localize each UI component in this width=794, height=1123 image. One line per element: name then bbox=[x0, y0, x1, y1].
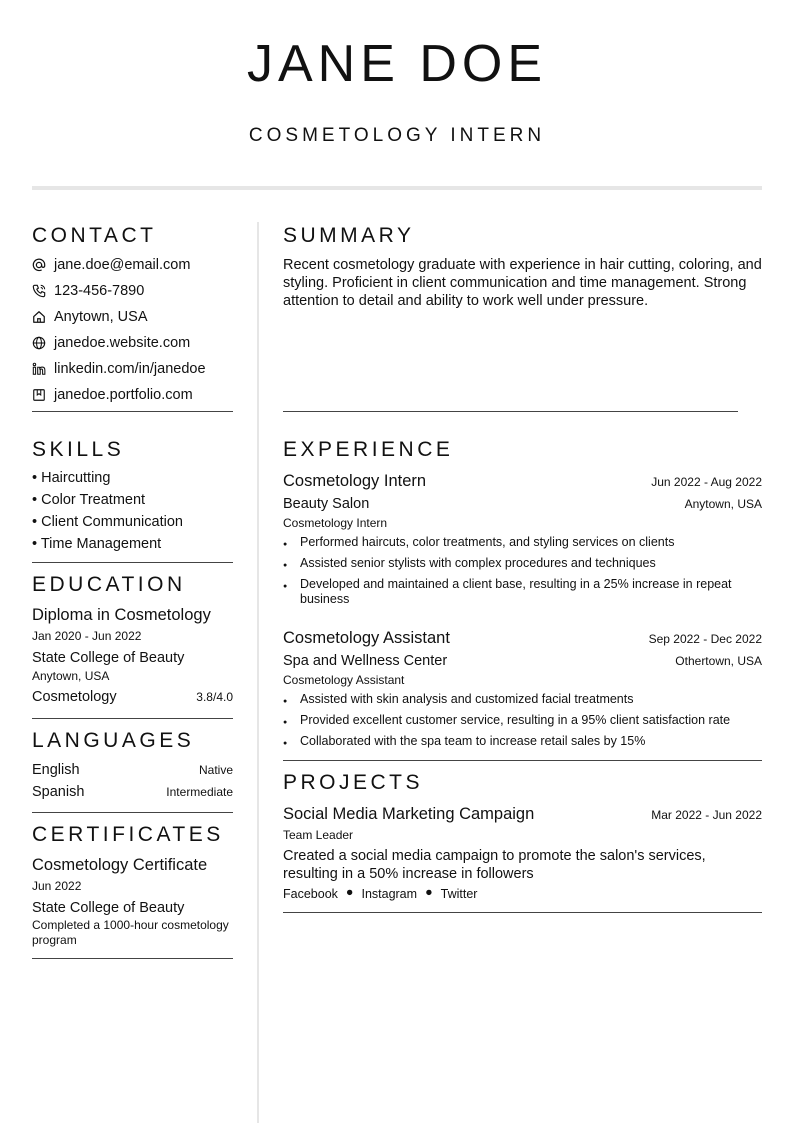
bookmark-icon bbox=[32, 388, 46, 402]
education-degree: Diploma in Cosmetology bbox=[32, 606, 211, 624]
right-column bbox=[283, 222, 762, 913]
projects-heading: PROJECTS bbox=[283, 771, 424, 794]
job-bullet: ● Assisted with skin analysis and customized facial treatments bbox=[283, 692, 762, 707]
candidate-name: JANE DOE bbox=[246, 35, 548, 93]
skill-item: • Time Management bbox=[32, 536, 162, 552]
job-company: Spa and Wellness Center bbox=[283, 653, 448, 669]
contact-phone-text: 123-456-7890 bbox=[54, 283, 145, 299]
column-divider bbox=[257, 222, 259, 1123]
job-title: Cosmetology Assistant bbox=[283, 629, 450, 647]
contact-email-text: jane.doe@email.com bbox=[54, 257, 191, 273]
tag-separator: ● bbox=[425, 885, 433, 899]
project-tag: Twitter bbox=[440, 887, 478, 901]
language-name: English bbox=[32, 762, 80, 778]
education-school: State College of Beauty bbox=[32, 650, 185, 666]
contact-email[interactable] bbox=[32, 252, 233, 278]
project-role: Team Leader bbox=[283, 828, 354, 842]
linkedin-icon bbox=[32, 362, 46, 376]
job-location: Othertown, USA bbox=[675, 654, 762, 668]
contact-phone[interactable] bbox=[32, 278, 233, 304]
tag-separator: ● bbox=[345, 885, 354, 899]
language-row bbox=[32, 760, 233, 782]
experience-section bbox=[283, 436, 762, 761]
experience-heading: EXPERIENCE bbox=[283, 438, 454, 461]
certificate-issuer: State College of Beauty bbox=[32, 900, 185, 916]
project-description: Created a social media campaign to promote the salon's services, resulting in a 50% increase in followers bbox=[283, 848, 706, 882]
languages-heading: LANGUAGES bbox=[32, 729, 195, 752]
certificate-date: Jun 2022 bbox=[32, 879, 82, 893]
contact-portfolio-text: janedoe.portfolio.com bbox=[54, 387, 193, 403]
job-bullet: ● Provided excellent customer service, resulting in a 95% client satisfaction rate bbox=[283, 713, 762, 728]
job-bullet: ● Assisted senior stylists with complex procedures and techniques bbox=[283, 556, 762, 571]
language-row bbox=[32, 782, 233, 804]
job-role: Cosmetology Assistant bbox=[283, 673, 405, 687]
job-bullets bbox=[283, 692, 762, 749]
project-title: Social Media Marketing Campaign bbox=[283, 805, 535, 823]
certificates-heading: CERTIFICATES bbox=[32, 823, 224, 846]
job-dates: Jun 2022 - Aug 2022 bbox=[651, 475, 762, 489]
job-bullet: ● Performed haircuts, color treatments, and styling services on clients bbox=[283, 535, 762, 550]
summary-section bbox=[283, 222, 762, 412]
project-tag: Facebook bbox=[283, 887, 338, 901]
job-bullets bbox=[283, 535, 762, 607]
left-column bbox=[32, 222, 233, 959]
language-level: Intermediate bbox=[166, 785, 233, 799]
projects-section bbox=[283, 769, 762, 913]
certificate-description: Completed a 1000-hour cosmetology program bbox=[32, 918, 229, 947]
language-level: Native bbox=[198, 763, 233, 777]
contact-portfolio[interactable] bbox=[32, 382, 233, 408]
skill-item: • Haircutting bbox=[32, 470, 111, 486]
job-bullet: ● Collaborated with the spa team to increase retail sales by 15% bbox=[283, 734, 762, 749]
skills-section bbox=[32, 436, 233, 563]
at-icon bbox=[32, 258, 46, 272]
languages-section bbox=[32, 727, 233, 813]
project-dates: Mar 2022 - Jun 2022 bbox=[651, 808, 762, 822]
contact-linkedin[interactable] bbox=[32, 356, 233, 382]
contact-location bbox=[32, 304, 233, 330]
summary-heading: SUMMARY bbox=[283, 224, 415, 247]
job-dates: Sep 2022 - Dec 2022 bbox=[648, 632, 762, 646]
job-entry bbox=[283, 627, 762, 749]
job-title: Cosmetology Intern bbox=[283, 472, 427, 490]
globe-icon bbox=[32, 336, 46, 350]
contact-linkedin-text: linkedin.com/in/janedoe bbox=[54, 361, 206, 377]
language-name: Spanish bbox=[32, 784, 85, 800]
job-bullet: ● Developed and maintained a client base, resulting in a 25% increase in repeat business bbox=[283, 577, 762, 607]
certificate-title: Cosmetology Certificate bbox=[32, 856, 208, 874]
job-location: Anytown, USA bbox=[684, 497, 762, 511]
education-gpa: 3.8/4.0 bbox=[196, 690, 233, 704]
education-location: Anytown, USA bbox=[32, 669, 110, 683]
contact-website-text: janedoe.website.com bbox=[54, 335, 191, 351]
project-tags bbox=[283, 885, 762, 903]
certificates-section bbox=[32, 821, 233, 959]
skill-item: • Client Communication bbox=[32, 514, 183, 530]
job-role: Cosmetology Intern bbox=[283, 516, 388, 530]
education-dates: Jan 2020 - Jun 2022 bbox=[32, 629, 142, 643]
education-heading: EDUCATION bbox=[32, 573, 186, 596]
contact-section bbox=[32, 222, 233, 412]
contact-location-text: Anytown, USA bbox=[54, 309, 148, 325]
phone-icon bbox=[32, 284, 46, 298]
job-entry bbox=[283, 470, 762, 607]
candidate-role: COSMETOLOGY INTERN bbox=[248, 125, 546, 146]
home-icon bbox=[32, 310, 46, 324]
contact-website[interactable] bbox=[32, 330, 233, 356]
project-tag: Instagram bbox=[361, 887, 418, 901]
summary-text: Recent cosmetology graduate with experience in hair cutting, coloring, and styling. Proficient in client communication and time management. Strong attention to detail and ability to work well under pressure. bbox=[283, 257, 762, 309]
job-company: Beauty Salon bbox=[283, 496, 370, 512]
skills-heading: SKILLS bbox=[32, 438, 125, 461]
education-section bbox=[32, 571, 233, 719]
education-field: Cosmetology bbox=[32, 689, 117, 705]
contact-heading: CONTACT bbox=[32, 224, 157, 247]
skill-item: • Color Treatment bbox=[32, 492, 146, 508]
header-divider bbox=[32, 186, 762, 190]
